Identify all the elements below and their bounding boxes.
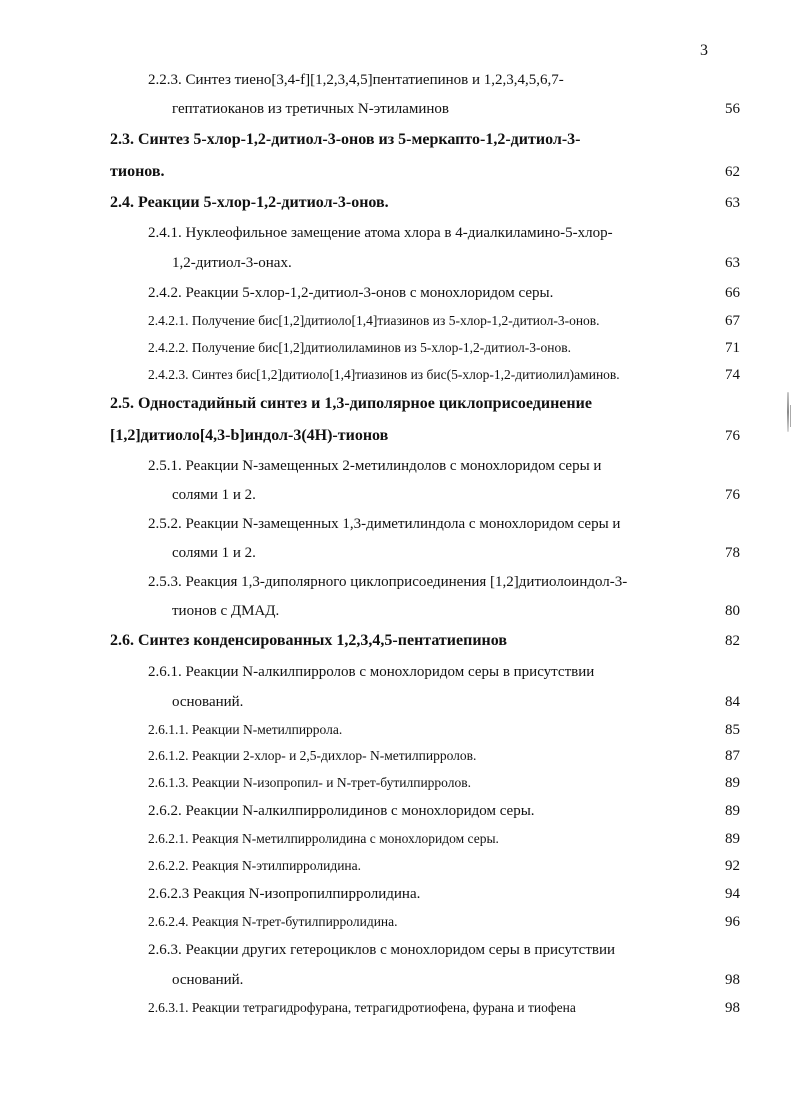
toc-entry-2-6-2-3: 2.6.2.3 Реакция N-изопропилпирролидина.	[148, 886, 421, 902]
toc-page-2-5-1: 76	[725, 487, 740, 503]
toc-entry-2-6-1-line2: оснований.	[172, 694, 244, 710]
toc-entry-2-4: 2.4. Реакции 5-хлор-1,2-дитиол-3-онов.	[110, 194, 389, 211]
toc-page-2-4-2-2: 71	[725, 340, 740, 356]
toc-entry-2-6-3-line2: оснований.	[172, 972, 244, 988]
toc-page-2-6-2-1: 89	[725, 831, 740, 847]
toc-page-2-6-2-3: 94	[725, 886, 740, 902]
toc-entry-2-6-2-2: 2.6.2.2. Реакция N-этилпирролидина.	[148, 858, 362, 873]
toc-page-2-6-3: 98	[725, 972, 740, 988]
toc-entry-2-5-3-line2: тионов с ДМАД.	[172, 603, 280, 619]
toc-entry-2-2-3-line1: 2.2.3. Синтез тиено[3,4-f][1,2,3,4,5]пентатиепинов и 1,2,3,4,5,6,7-	[148, 72, 564, 88]
toc-page-2-4-2-1: 67	[725, 313, 740, 329]
toc-page-2-4-2: 66	[725, 285, 740, 301]
toc-page-2-2-3: 56	[725, 101, 740, 117]
toc-page-2-6-2-4: 96	[725, 914, 740, 930]
toc-entry-2-4-2-1: 2.4.2.1. Получение бис[1,2]дитиоло[1,4]тиазинов из 5-хлор-1,2-дитиол-3-онов.	[148, 313, 600, 328]
toc-page-2-4-1: 63	[725, 255, 740, 271]
toc-entry-2-5-2-line1: 2.5.2. Реакции N-замещенных 1,3-диметилиндола с монохлоридом серы и	[148, 516, 621, 532]
toc-entry-2-4-1-line2: 1,2-дитиол-3-онах.	[172, 255, 292, 271]
toc-entry-2-6-1-2: 2.6.1.2. Реакции 2-хлор- и 2,5-дихлор- N-метилпирролов.	[148, 748, 477, 763]
toc-page-2-5-3: 80	[725, 603, 740, 619]
toc-page-2-6: 82	[725, 633, 740, 649]
toc-page-2-6-1-3: 89	[725, 775, 740, 791]
toc-entry-2-5-line1: 2.5. Одностадийный синтез и 1,3-диполярное циклоприсоединение	[110, 395, 592, 412]
scan-artifact-mark	[787, 392, 789, 432]
toc-page-2-6-3-1: 98	[725, 1000, 740, 1016]
toc-page-2-4: 63	[725, 195, 740, 211]
toc-entry-2-5-2-line2: солями 1 и 2.	[172, 545, 256, 561]
toc-entry-2-4-1-line1: 2.4.1. Нуклеофильное замещение атома хлора в 4-диалкиламино-5-хлор-	[148, 225, 613, 241]
toc-entry-2-4-2: 2.4.2. Реакции 5-хлор-1,2-дитиол-3-онов с монохлоридом серы.	[148, 285, 554, 301]
toc-page-2-6-1: 84	[725, 694, 740, 710]
toc-entry-2-5-1-line2: солями 1 и 2.	[172, 487, 256, 503]
toc-page-2-3: 62	[725, 164, 740, 180]
toc-entry-2-6-3-1: 2.6.3.1. Реакции тетрагидрофурана, тетрагидротиофена, фурана и тиофена	[148, 1000, 576, 1015]
toc-entry-2-6-2-1: 2.6.2.1. Реакция N-метилпирролидина с монохлоридом серы.	[148, 831, 499, 846]
toc-page-2-6-2-2: 92	[725, 858, 740, 874]
toc-page-2-6-1-1: 85	[725, 722, 740, 738]
toc-entry-2-6-3-line1: 2.6.3. Реакции других гетероциклов с монохлоридом серы в присутствии	[148, 942, 616, 958]
toc-entry-2-3-line1: 2.3. Синтез 5-хлор-1,2-дитиол-3-онов из 5-меркапто-1,2-дитиол-3-	[110, 131, 581, 148]
toc-entry-2-3-line2: тионов.	[110, 163, 165, 180]
toc-entry-2-5-1-line1: 2.5.1. Реакции N-замещенных 2-метилиндолов с монохлоридом серы и	[148, 458, 602, 474]
toc-entry-2-5-line2: [1,2]дитиоло[4,3-b]индол-3(4H)-тионов	[110, 427, 389, 444]
toc-page-2-5-2: 78	[725, 545, 740, 561]
toc-page-2-6-2: 89	[725, 803, 740, 819]
scan-artifact-mark-secondary	[790, 405, 791, 427]
toc-entry-2-6-1-line1: 2.6.1. Реакции N-алкилпирролов с монохлоридом серы в присутствии	[148, 664, 595, 680]
toc-entry-2-4-2-3: 2.4.2.3. Синтез бис[1,2]дитиоло[1,4]тиазинов из бис(5-хлор-1,2-дитиолил)аминов.	[148, 367, 620, 382]
toc-entry-2-5-3-line1: 2.5.3. Реакция 1,3-диполярного циклоприсоединения [1,2]дитиолоиндол-3-	[148, 574, 628, 590]
page-number: 3	[700, 42, 708, 59]
toc-entry-2-6-2-4: 2.6.2.4. Реакция N-трет-бутилпирролидина.	[148, 914, 398, 929]
toc-entry-2-6-1-3: 2.6.1.3. Реакции N-изопропил- и N-трет-бутилпирролов.	[148, 775, 471, 790]
toc-page-2-5: 76	[725, 428, 740, 444]
toc-entry-2-6-1-1: 2.6.1.1. Реакции N-метилпиррола.	[148, 722, 343, 737]
toc-entry-2-6: 2.6. Синтез конденсированных 1,2,3,4,5-пентатиепинов	[110, 632, 507, 649]
toc-page-2-6-1-2: 87	[725, 748, 740, 764]
toc-entry-2-4-2-2: 2.4.2.2. Получение бис[1,2]дитиолиламинов из 5-хлор-1,2-дитиол-3-онов.	[148, 340, 571, 355]
toc-entry-2-2-3-line2: гептатиоканов из третичных N-этиламинов	[172, 101, 450, 117]
toc-entry-2-6-2: 2.6.2. Реакции N-алкилпирролидинов с монохлоридом серы.	[148, 803, 535, 819]
toc-page-2-4-2-3: 74	[725, 367, 740, 383]
